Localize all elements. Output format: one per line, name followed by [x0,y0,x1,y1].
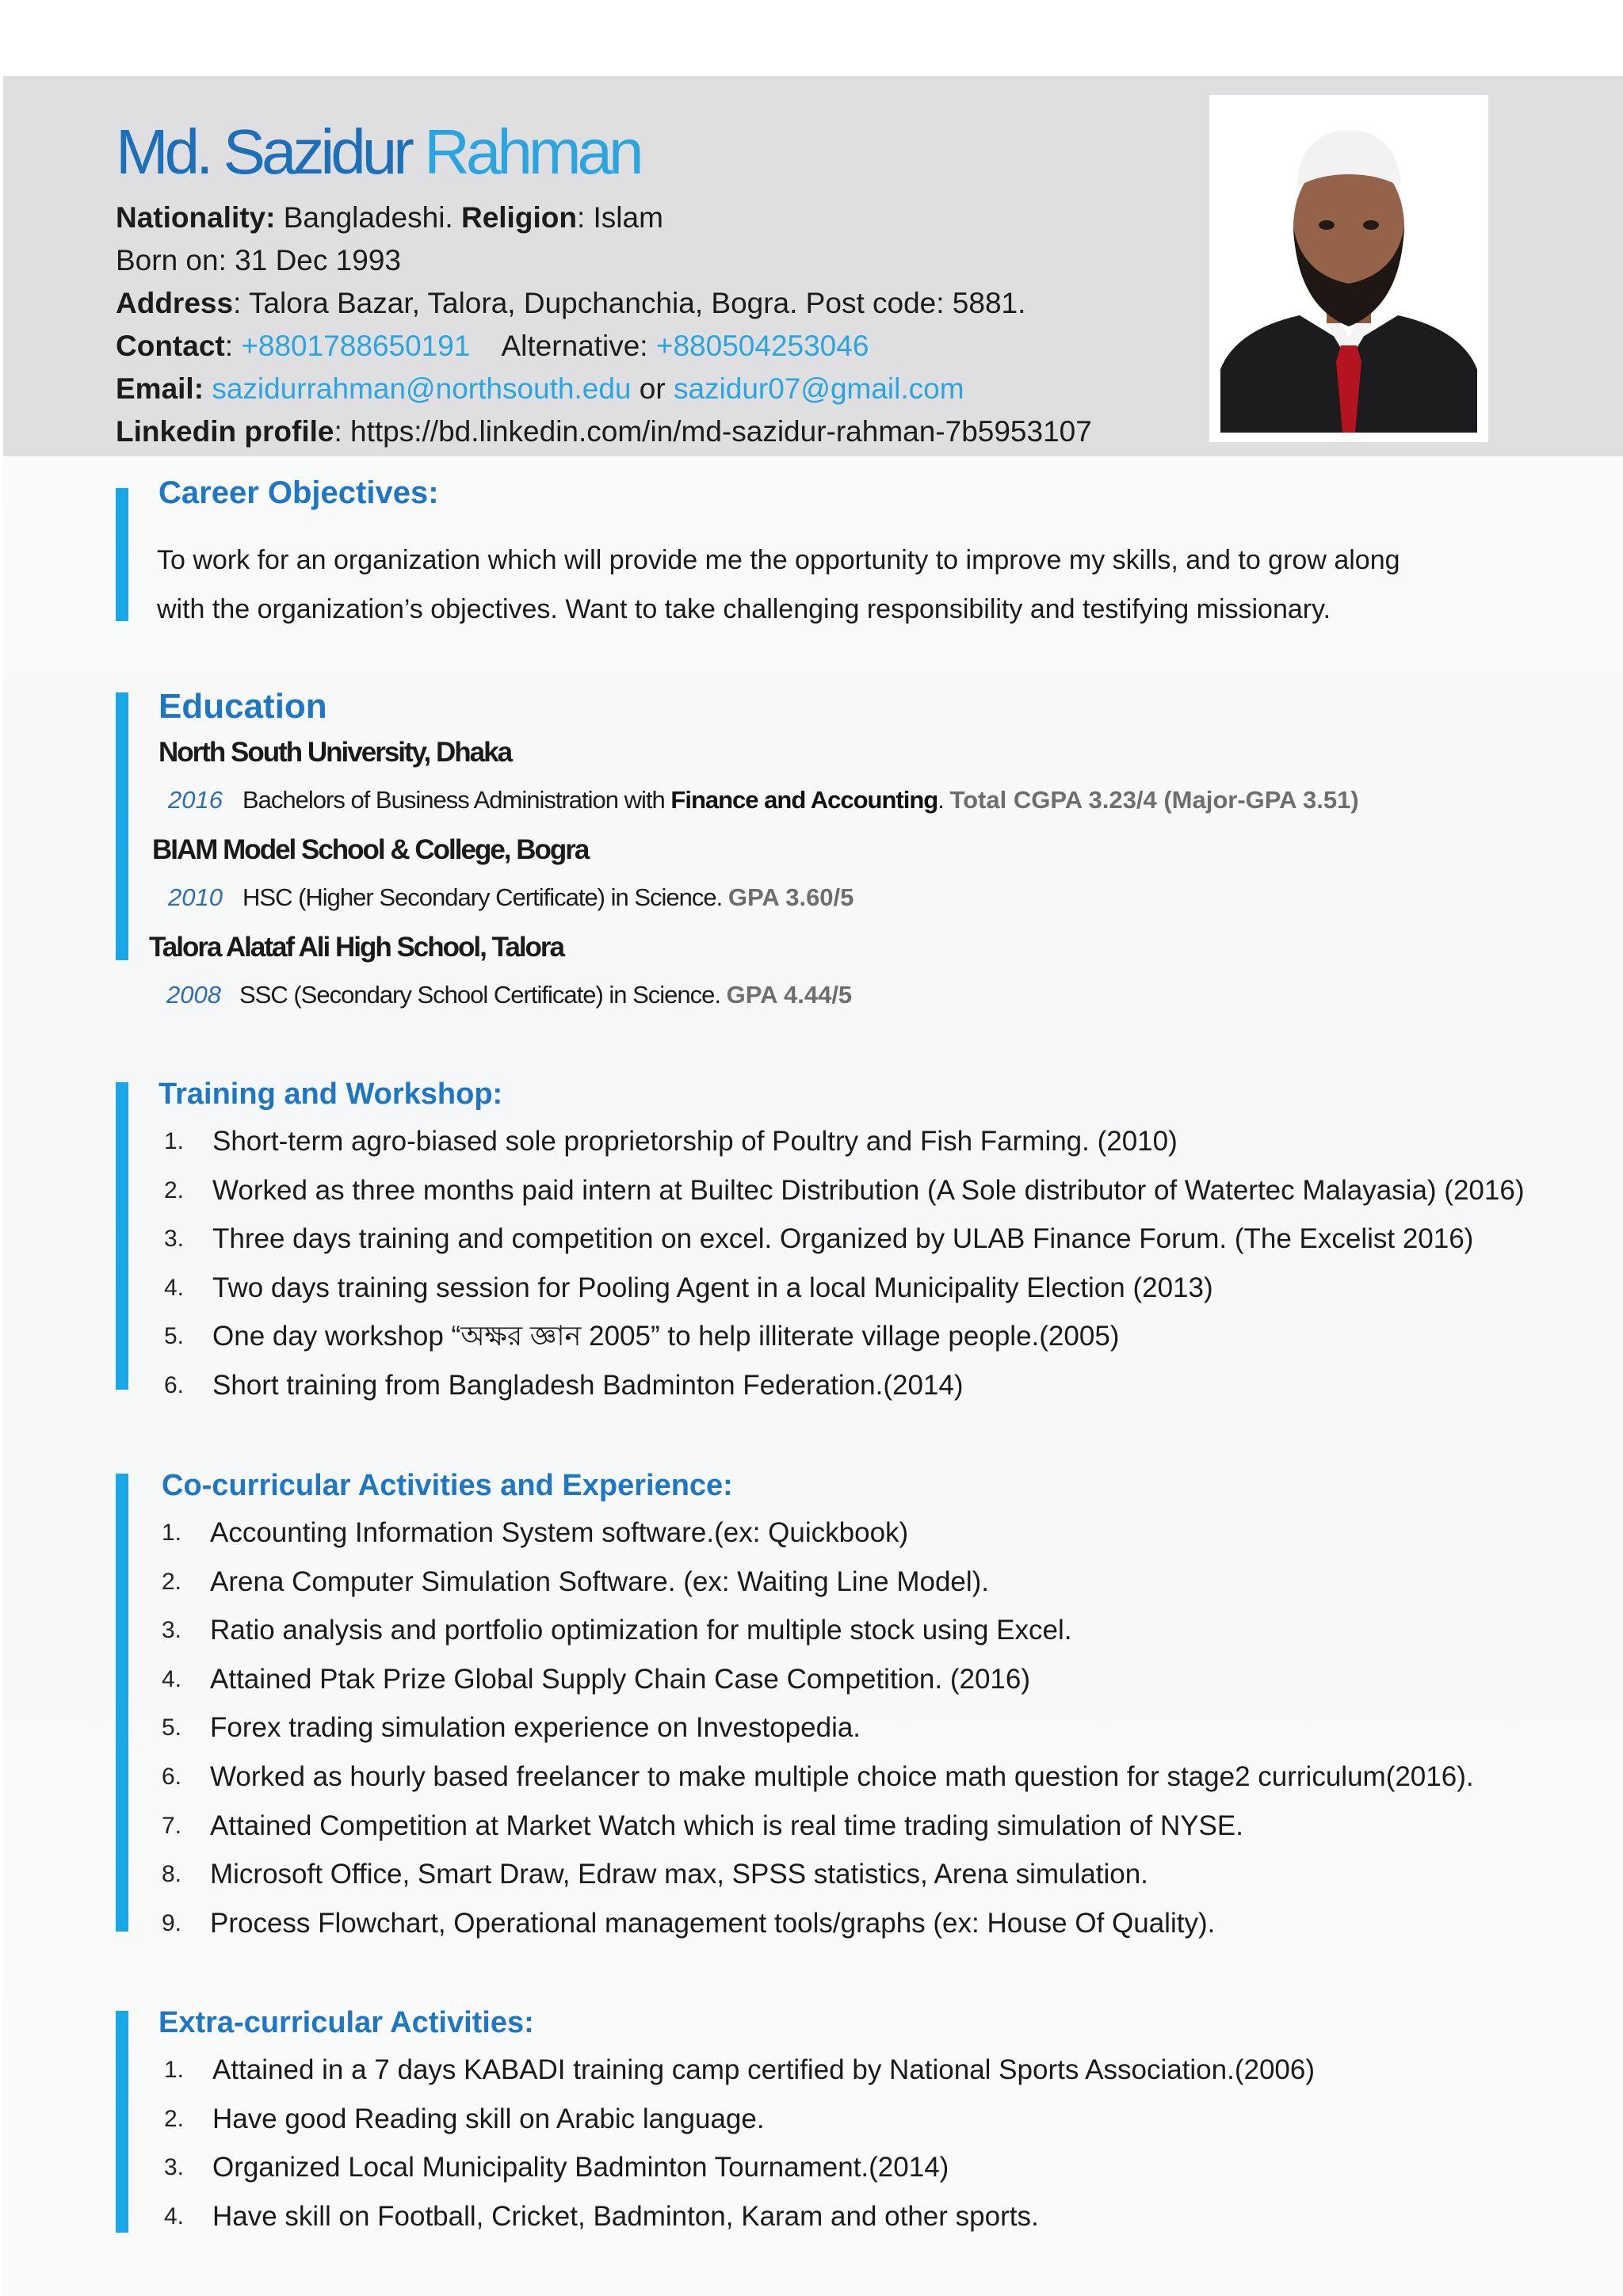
cocurricular-accent-bar [116,1474,128,1932]
born-line: Born on: 31 Dec 1993 [116,244,401,277]
list-item-number: 5. [162,1714,182,1741]
list-item-text: Attained Competition at Market Watch which is real time trading simulation of NYSE. [210,1810,1243,1841]
list-item-number: 2. [164,1177,185,1203]
list-item-number: 8. [162,1861,182,1888]
profile-photo-icon [1220,108,1477,433]
list-item-text: Microsoft Office, Smart Draw, Edraw max, SPSS statistics, Arena simulation. [210,1859,1148,1890]
list-item-text: Attained in a 7 days KABADI training camp certified by National Sports Association.(2006) [212,2054,1316,2085]
education-desc-2: HSC (Higher Secondary Certificate) in Science. GPA 3.60/5 [242,883,854,911]
list-item-number: 3. [162,1617,182,1644]
list-item-text: Ratio analysis and portfolio optimization for multiple stock using Excel. [210,1615,1072,1646]
list-item-number: 2. [162,1568,182,1595]
profile-photo [1209,95,1488,442]
list-item-number: 9. [162,1909,182,1936]
education-desc-1: Bachelors of Business Administration with Finance and Accounting. Total CGPA 3.23/4 (Major-GPA 3.51) [242,786,1359,814]
list-item-number: 6. [162,1764,182,1790]
candidate-name: Md. Sazidur Rahman [116,116,640,187]
linkedin-line: Linkedin profile: https://bd.linkedin.com/in/md-sazidur-rahman-7b5953107 [116,415,1092,448]
list-item-number: 4. [164,1274,185,1301]
list-item-number: 4. [164,2203,185,2229]
education-year-1: 2016 [168,786,223,814]
list-item-number: 1. [164,1128,185,1154]
list-item-number: 6. [164,1371,185,1398]
contact-line: Contact: +8801788650191 Alternative: +880504253046 [116,330,869,362]
list-item-text: Arena Computer Simulation Software. (ex: Waiting Line Model). [210,1566,990,1597]
career-line-1: To work for an organization which will provide me the opportunity to improve my skills, and to grow along [157,545,1400,575]
list-item-text: One day workshop “অক্ষর জ্ঞান 2005” to help illiterate village people.(2005) [212,1321,1120,1352]
email-primary-link[interactable]: sazidurrahman@northsouth.edu [212,372,632,405]
training-accent-bar [116,1082,128,1390]
address-line: Address: Talora Bazar, Talora, Dupchanchia, Bogra. Post code: 5881. [116,287,1026,319]
list-item-number: 2. [164,2105,185,2132]
linkedin-url[interactable]: : https://bd.linkedin.com/in/md-sazidur-rahman-7b5953107 [334,415,1092,448]
career-accent-bar [116,488,128,621]
career-objectives-heading: Career Objectives: [158,475,439,510]
list-item-number: 5. [164,1323,185,1349]
list-item-text: Three days training and competition on excel. Organized by ULAB Finance Forum. (The Excelist 2016) [212,1223,1474,1254]
education-school-1: North South University, Dhaka [158,737,512,768]
list-item-text: Attained Ptak Prize Global Supply Chain Case Competition. (2016) [210,1663,1030,1695]
extracurricular-heading: Extra-curricular Activities: [158,2006,534,2039]
list-item-text: Worked as hourly based freelancer to make multiple choice math question for stage2 curriculum(2016). [210,1761,1474,1792]
list-item-text: Process Flowchart, Operational management tools/graphs (ex: House Of Quality). [210,1907,1216,1939]
education-school-3: Talora Alataf Ali High School, Talora [149,932,564,963]
list-item-text: Have good Reading skill on Arabic language. [212,2103,765,2134]
cocurricular-heading: Co-curricular Activities and Experience: [162,1469,733,1502]
list-item-text: Organized Local Municipality Badminton Tournament.(2014) [212,2152,949,2183]
education-year-2: 2010 [168,883,223,911]
list-item-text: Forex trading simulation experience on Investopedia. [210,1712,861,1744]
extracurricular-accent-bar [116,2011,128,2233]
education-desc-3: SSC (Secondary School Certificate) in Science. GPA 4.44/5 [239,981,853,1009]
list-item-text: Short-term agro-biased sole proprietorship of Poultry and Fish Farming. (2010) [212,1126,1178,1157]
education-year-3: 2008 [166,981,221,1009]
list-item-number: 7. [162,1812,182,1839]
education-heading: Education [158,687,327,726]
email-secondary-link[interactable]: sazidur07@gmail.com [673,372,964,405]
list-item-text: Two days training session for Pooling Agent in a local Municipality Election (2013) [212,1272,1213,1303]
nationality-line: Nationality: Bangladeshi. Religion: Islam [116,201,663,234]
career-line-2: with the organization’s objectives. Want to take challenging responsibility and testifying missionary. [157,594,1331,624]
list-item-number: 3. [164,1226,185,1252]
list-item-number: 4. [162,1665,182,1692]
contact-phone[interactable]: +8801788650191 [241,330,471,362]
list-item-number: 3. [164,2154,185,2180]
education-school-2: BIAM Model School & College, Bogra [152,834,589,865]
list-item-text: Worked as three months paid intern at Builtec Distribution (A Sole distributor of Watertec Malayasia) (2016) [212,1174,1525,1206]
alternative-phone[interactable]: +880504253046 [655,330,869,362]
list-item-number: 1. [164,2057,185,2083]
training-heading: Training and Workshop: [158,1077,503,1111]
list-item-number: 1. [162,1520,182,1546]
list-item-text: Short training from Bangladesh Badminton Federation.(2014) [212,1369,964,1401]
email-line: Email: sazidurrahman@northsouth.edu or sazidur07@gmail.com [116,372,964,405]
list-item-text: Accounting Information System software.(ex: Quickbook) [210,1517,909,1548]
education-accent-bar [116,692,128,960]
list-item-text: Have skill on Football, Cricket, Badminton, Karam and other sports. [212,2200,1039,2232]
